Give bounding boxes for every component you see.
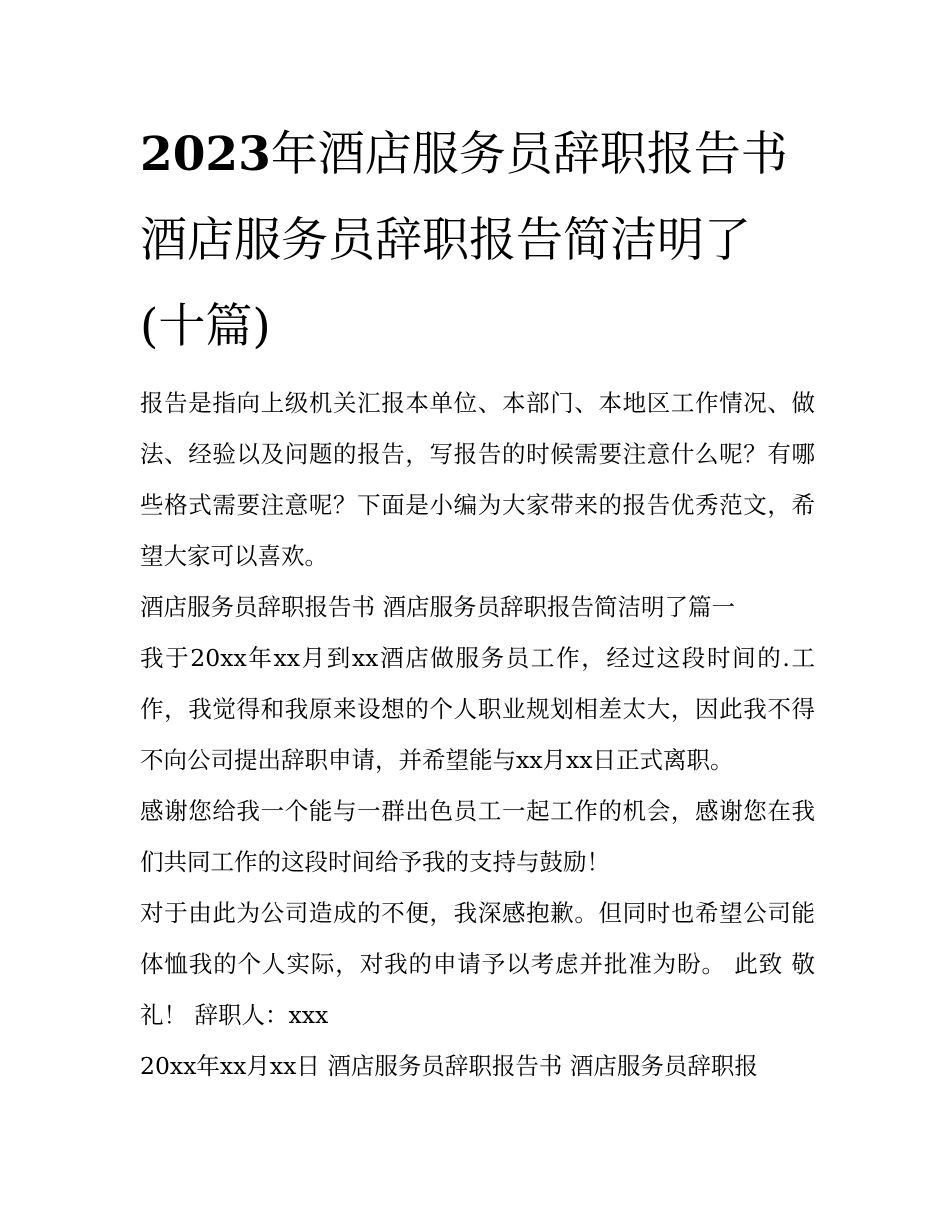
body-paragraph: 我于20xx年xx月到xx酒店做服务员工作，经过这段时间的.工作，我觉得和我原来设想的个人职业规划相差太大，因此我不得不向公司提出辞职申请，并希望能与xx月xx日正式离职。 — [140, 644, 815, 774]
document-body — [140, 378, 815, 1092]
document-page — [140, 112, 815, 1092]
document-title-year: 2023 — [140, 127, 271, 182]
document-title-text: 年酒店服务员辞职报告书 酒店服务员辞职报告简洁明了(十篇) — [140, 127, 788, 354]
body-paragraph: 对于由此为公司造成的不便，我深感抱歉。但同时也希望公司能体恤我的个人实际，对我的申请予以考虑并批准为盼。 此致 敬礼！ 辞职人：xxx — [140, 899, 815, 1029]
body-paragraph: 感谢您给我一个能与一群出色员工一起工作的机会，感谢您在我们共同工作的这段时间给予我的支持与鼓励！ — [140, 797, 815, 876]
document-title — [140, 112, 815, 370]
section-heading: 酒店服务员辞职报告书 酒店服务员辞职报告简洁明了篇一 — [140, 593, 735, 621]
body-paragraph: 20xx年xx月xx日 酒店服务员辞职报告书 酒店服务员辞职报 — [140, 1052, 758, 1080]
intro-paragraph: 报告是指向上级机关汇报本单位、本部门、本地区工作情况、做法、经验以及问题的报告，写报告的时候需要注意什么呢？有哪些格式需要注意呢？下面是小编为大家带来的报告优秀范文，希望大家可以喜欢。 — [140, 389, 815, 570]
